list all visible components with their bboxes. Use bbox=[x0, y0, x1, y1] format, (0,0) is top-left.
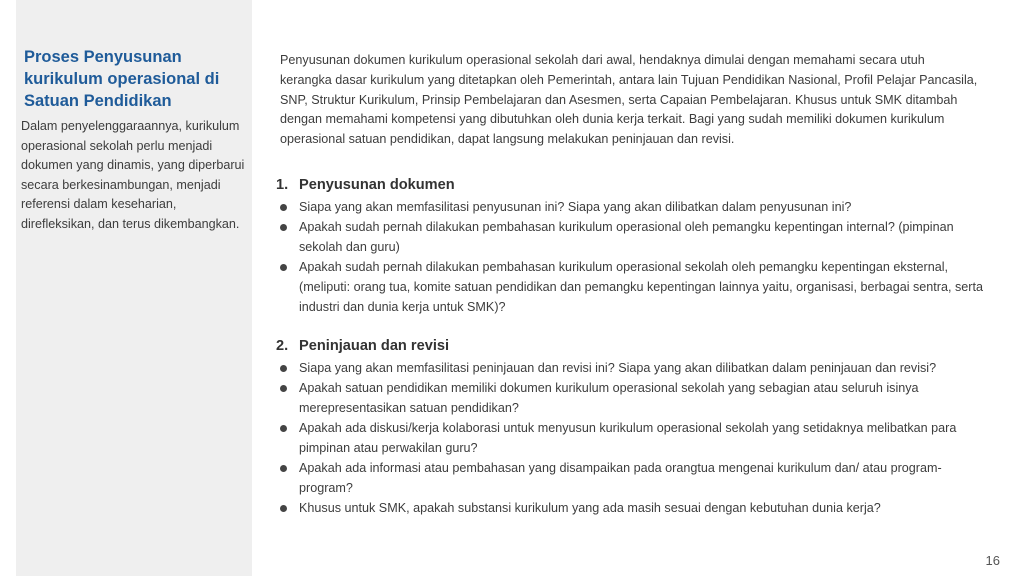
list-item-text: Apakah sudah pernah dilakukan pembahasan kurikulum operasional sekolah oleh pemangku kepentingan eksternal, (meliputi: orang tua, komite satuan pendidikan dan pemangku kepentingan lainnya yaitu, organisasi, berbagai sentra, serta industri dan dunia kerja untuk SMK)? bbox=[299, 260, 983, 314]
list-item-text: Apakah sudah pernah dilakukan pembahasan kurikulum operasional oleh pemangku kepentingan internal? (pimpinan sekolah dan guru) bbox=[299, 220, 954, 254]
bullet-icon bbox=[280, 465, 287, 472]
bullet-icon bbox=[280, 385, 287, 392]
list-item bbox=[276, 197, 986, 217]
bullet-icon bbox=[280, 425, 287, 432]
page-number: 16 bbox=[985, 553, 1000, 568]
list-item bbox=[276, 458, 986, 498]
bullet-icon bbox=[280, 204, 287, 211]
section-title: Penyusunan dokumen bbox=[299, 177, 455, 193]
section-penyusunan-dokumen bbox=[276, 174, 986, 317]
section-number: 2. bbox=[276, 338, 289, 354]
bullet-list bbox=[276, 197, 986, 317]
bullet-icon bbox=[280, 264, 287, 271]
sidebar-title: Proses Penyusunan kurikulum operasional di Satuan Pendidikan bbox=[24, 48, 220, 110]
bullet-icon bbox=[280, 224, 287, 231]
section-peninjauan-revisi bbox=[276, 335, 986, 518]
bullet-icon bbox=[280, 365, 287, 372]
list-item-text: Apakah ada diskusi/kerja kolaborasi untuk menyusun kurikulum operasional sekolah yang setidaknya melibatkan para pimpinan atau perwakilan guru? bbox=[299, 421, 957, 455]
bullet-list bbox=[276, 358, 986, 518]
section-number: 1. bbox=[276, 177, 289, 193]
section-heading bbox=[276, 335, 986, 357]
list-item bbox=[276, 378, 986, 418]
intro-paragraph: Penyusunan dokumen kurikulum operasional sekolah dari awal, hendaknya dimulai dengan memahami secara utuh kerangka dasar kurikulum yang ditetapkan oleh Pemerintah, antara lain Tujuan Pendidikan Nasional, Profil Pelajar Pancasila, SNP, Struktur Kurikulum, Prinsip Pembelajaran dan Asesmen, serta Capaian Pembelajaran. Khusus untuk SMK ditambah dengan memahami kompetensi yang dibutuhkan oleh dunia kerja terkait. Bagi yang sudah memiliki dokumen kurikulum operasional satuan pendidikan, dapat langsung melakukan peninjauan dan revisi. bbox=[280, 53, 978, 147]
list-item-text: Siapa yang akan memfasilitasi peninjauan dan revisi ini? Siapa yang akan dilibatkan dalam peninjauan dan revisi? bbox=[299, 361, 937, 375]
list-item-text: Apakah ada informasi atau pembahasan yang disampaikan pada orangtua mengenai kurikulum dan/ atau program-program? bbox=[299, 461, 942, 495]
list-item bbox=[276, 217, 986, 257]
list-item bbox=[276, 257, 986, 317]
list-item-text: Siapa yang akan memfasilitasi penyusunan ini? Siapa yang akan dilibatkan dalam penyusunan ini? bbox=[299, 200, 852, 214]
list-item bbox=[276, 498, 986, 518]
section-heading bbox=[276, 174, 986, 196]
list-item bbox=[276, 418, 986, 458]
section-title: Peninjauan dan revisi bbox=[299, 338, 450, 354]
sidebar-description: Dalam penyelenggaraannya, kurikulum operasional sekolah perlu menjadi dokumen yang dinamis, yang diperbarui secara berkesinambungan, menjadi referensi dalam keseharian, direfleksikan, dan terus dikembangkan. bbox=[21, 119, 245, 231]
list-item-text: Apakah satuan pendidikan memiliki dokumen kurikulum operasional sekolah yang sebagian atau seluruh isinya merepresentasikan satuan pendidikan? bbox=[299, 381, 919, 415]
list-item-text: Khusus untuk SMK, apakah substansi kurikulum yang ada masih sesuai dengan kebutuhan dunia kerja? bbox=[299, 501, 881, 515]
list-item bbox=[276, 358, 986, 378]
bullet-icon bbox=[280, 505, 287, 512]
